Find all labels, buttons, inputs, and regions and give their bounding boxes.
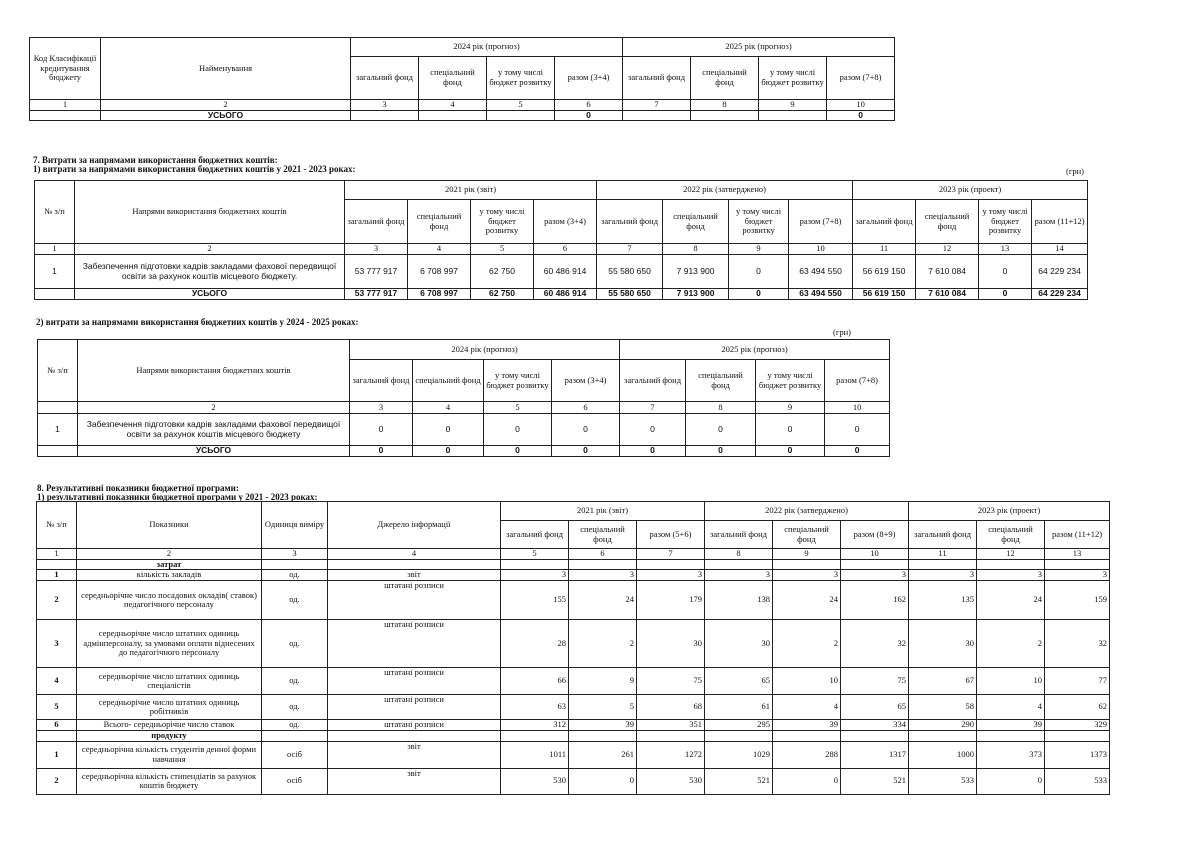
col-special-fund: спеціальний фонд [663, 200, 729, 244]
cell-value: 24 [773, 581, 841, 620]
header-2024: 2024 рік (прогноз) [351, 38, 623, 57]
header-2023: 2023 рік (проект) [909, 502, 1110, 521]
unit-label: (грн) [1066, 166, 1084, 176]
cell-value: 0 [484, 414, 552, 446]
row-source: звіт [328, 741, 501, 768]
cell-value: 533 [909, 768, 977, 794]
header-2022: 2022 рік (затверджено) [597, 181, 853, 200]
cell-value: 0 [773, 768, 841, 794]
total-value: 7 913 900 [663, 289, 729, 300]
col-number: 9 [729, 244, 789, 255]
cell-value: 1373 [1045, 741, 1110, 768]
cell-value: 0 [825, 414, 890, 446]
col-number: 2 [101, 100, 351, 111]
number-row [30, 100, 895, 111]
cell-value: 30 [637, 620, 705, 668]
row-direction: Забезпечення підготовки кадрів закладами фахової передвищої освіти за рахунок коштів місцевого бюджету [78, 414, 350, 446]
total-value: 53 777 917 [345, 289, 408, 300]
group-row [37, 559, 1110, 570]
total-value: 63 494 550 [789, 289, 853, 300]
col-number: 6 [534, 244, 597, 255]
total-value: 0 [825, 446, 890, 457]
cell-value: 159 [1045, 581, 1110, 620]
cell-value: 0 [569, 768, 637, 794]
cell-value: 0 [686, 414, 756, 446]
col-number: 13 [979, 244, 1032, 255]
section8-subtitle-1: 1) результативні показники бюджетної програми у 2021 - 2023 роках: [37, 492, 318, 502]
cell-value: 5 [569, 695, 637, 720]
cell-value: 530 [637, 768, 705, 794]
header-number: № з/п [37, 502, 77, 549]
cell-value: 3 [909, 570, 977, 581]
col-number: 3 [351, 100, 419, 111]
cell-value: 30 [705, 620, 773, 668]
cell-value: 1011 [501, 741, 569, 768]
cell-value: 0 [729, 255, 789, 289]
col-dev-budget: у тому числі бюджет розвитку [471, 200, 534, 244]
cell-value: 0 [756, 414, 825, 446]
col-dev-budget: у тому числі бюджет розвитку [484, 360, 552, 402]
table-row [37, 570, 1110, 581]
cell-value: 533 [1045, 768, 1110, 794]
col-sum: разом (7+8) [827, 57, 895, 100]
col-number: 5 [501, 549, 569, 560]
cell-value: 4 [773, 695, 841, 720]
credit-classification-table [29, 37, 895, 121]
header-direction: Напрями використання бюджетних коштів [78, 340, 350, 402]
col-general-fund: загальний фонд [909, 521, 977, 549]
cell-value: 179 [637, 581, 705, 620]
col-number: 9 [759, 100, 827, 111]
cell-value: 288 [773, 741, 841, 768]
col-dev-budget: у тому числі бюджет розвитку [756, 360, 825, 402]
number-row [35, 244, 1088, 255]
row-number: 5 [37, 695, 77, 720]
row-number: 4 [37, 668, 77, 695]
col-general-fund: загальний фонд [620, 360, 686, 402]
cell-value: 56 619 150 [853, 255, 916, 289]
header-unit: Одиниця виміру [262, 502, 328, 549]
col-special-fund: спеціальний фонд [691, 57, 759, 100]
row-number: 6 [37, 720, 77, 731]
row-indicator: кількість закладів [77, 570, 262, 581]
cell-value: 68 [637, 695, 705, 720]
cell-value: 39 [773, 720, 841, 731]
cell-value: 75 [841, 668, 909, 695]
cell-value: 3 [773, 570, 841, 581]
col-number: 10 [789, 244, 853, 255]
cell-value: 0 [350, 414, 413, 446]
col-special-fund: спеціальний фонд [686, 360, 756, 402]
col-number: 6 [552, 402, 620, 414]
col-number: 2 [75, 244, 345, 255]
row-unit: осіб [262, 768, 328, 794]
cell-value: 60 486 914 [534, 255, 597, 289]
total-value: 56 619 150 [853, 289, 916, 300]
col-special-fund: спеціальний фонд [773, 521, 841, 549]
total-value: 7 610 084 [916, 289, 979, 300]
col-special-fund: спеціальний фонд [977, 521, 1045, 549]
col-number: 5 [484, 402, 552, 414]
expenses-2024-2025-table [37, 339, 890, 457]
section7-title: 7. Витрати за напрямами використання бюджетних коштів: [33, 155, 278, 165]
col-number: 2 [78, 402, 350, 414]
col-general-fund: загальний фонд [597, 200, 663, 244]
cell-value: 312 [501, 720, 569, 731]
total-label: УСЬОГО [101, 110, 351, 121]
section7-subtitle-1: 1) витрати за напрямами використання бюджетних коштів у 2021 - 2023 роках: [33, 164, 356, 174]
col-sum: разом (3+4) [552, 360, 620, 402]
total-label: УСЬОГО [78, 446, 350, 457]
cell-value: 3 [569, 570, 637, 581]
col-general-fund: загальний фонд [350, 360, 413, 402]
cell-value: 67 [909, 668, 977, 695]
cell-value: 75 [637, 668, 705, 695]
cell-value: 0 [413, 414, 484, 446]
total-value: 0 [827, 110, 895, 121]
col-number: 9 [773, 549, 841, 560]
table-row [37, 668, 1110, 695]
cell-value: 0 [977, 768, 1045, 794]
col-number: 12 [916, 244, 979, 255]
col-number: 3 [262, 549, 328, 560]
cell-value: 373 [977, 741, 1045, 768]
col-sum: разом (11+12) [1045, 521, 1110, 549]
total-value: 6 708 997 [408, 289, 471, 300]
cell-value: 7 610 084 [916, 255, 979, 289]
total-value: 64 229 234 [1032, 289, 1088, 300]
cell-value: 9 [569, 668, 637, 695]
cell-value: 138 [705, 581, 773, 620]
cell-value: 77 [1045, 668, 1110, 695]
col-number: 11 [909, 549, 977, 560]
row-number: 1 [35, 255, 75, 289]
performance-indicators-table [36, 501, 1110, 795]
col-number: 4 [413, 402, 484, 414]
section8-title: 8. Результативні показники бюджетної програми: [37, 483, 239, 493]
col-number: 5 [487, 100, 555, 111]
col-number: 12 [977, 549, 1045, 560]
cell-value: 39 [977, 720, 1045, 731]
row-number: 2 [37, 581, 77, 620]
row-direction: Забезпечення підготовки кадрів закладами фахової передвищої освіти за рахунок коштів місцевого бюджету. [75, 255, 345, 289]
row-indicator: середньорічна кількість студентів денної форми навчання [77, 741, 262, 768]
row-source: штатані розписи [328, 581, 501, 620]
cell-value: 61 [705, 695, 773, 720]
cell-value: 334 [841, 720, 909, 731]
total-value: 0 [413, 446, 484, 457]
cell-value: 55 580 650 [597, 255, 663, 289]
col-number: 4 [419, 100, 487, 111]
total-value: 55 580 650 [597, 289, 663, 300]
cell-value: 155 [501, 581, 569, 620]
cell-value: 1000 [909, 741, 977, 768]
row-number: 1 [37, 741, 77, 768]
col-special-fund: спеціальний фонд [569, 521, 637, 549]
row-source: штатані розписи [328, 720, 501, 731]
cell-value: 2 [773, 620, 841, 668]
number-row [37, 549, 1110, 560]
header-code: Код Класифікації кредитування бюджету [30, 38, 101, 100]
row-indicator: середньорічне число штатних одиниць спеціалістів [77, 668, 262, 695]
col-sum: разом (3+4) [555, 57, 623, 100]
col-number: 2 [77, 549, 262, 560]
col-number: 10 [841, 549, 909, 560]
cell-value: 30 [909, 620, 977, 668]
row-number: 3 [37, 620, 77, 668]
cell-value: 295 [705, 720, 773, 731]
cell-value: 63 [501, 695, 569, 720]
expenses-2021-2023-table [34, 180, 1088, 300]
cell-value: 521 [705, 768, 773, 794]
row-unit: од. [262, 668, 328, 695]
cell-value: 2 [569, 620, 637, 668]
col-sum: разом (3+4) [534, 200, 597, 244]
col-sum: разом (11+12) [1032, 200, 1088, 244]
col-dev-budget: у тому числі бюджет розвитку [487, 57, 555, 100]
col-number: 7 [597, 244, 663, 255]
cell-value: 64 229 234 [1032, 255, 1088, 289]
group-label: продукту [77, 731, 262, 742]
cell-value: 4 [977, 695, 1045, 720]
total-value: 0 [350, 446, 413, 457]
total-value: 0 [686, 446, 756, 457]
row-unit: од. [262, 620, 328, 668]
cell-value: 0 [979, 255, 1032, 289]
number-row [38, 402, 890, 414]
col-number: 9 [756, 402, 825, 414]
col-number: 10 [825, 402, 890, 414]
table-row [37, 695, 1110, 720]
cell-value: 530 [501, 768, 569, 794]
col-number: 1 [30, 100, 101, 111]
cell-value: 261 [569, 741, 637, 768]
cell-value: 10 [773, 668, 841, 695]
section7-subtitle-2: 2) витрати за напрямами використання бюджетних коштів у 2024 - 2025 роках: [36, 317, 359, 327]
group-label: затрат [77, 559, 262, 570]
cell-value: 6 708 997 [408, 255, 471, 289]
cell-value: 39 [569, 720, 637, 731]
cell-value: 135 [909, 581, 977, 620]
cell-value: 24 [569, 581, 637, 620]
cell-value: 58 [909, 695, 977, 720]
header-2025: 2025 рік (прогноз) [620, 340, 890, 360]
col-special-fund: спеціальний фонд [419, 57, 487, 100]
col-general-fund: загальний фонд [345, 200, 408, 244]
row-indicator: Всього- середньорічне число ставок [77, 720, 262, 731]
unit-label: (грн) [833, 327, 851, 337]
total-value: 0 [552, 446, 620, 457]
cell-value: 32 [1045, 620, 1110, 668]
header-name: Найменування [101, 38, 351, 100]
total-value: 0 [555, 110, 623, 121]
cell-value: 3 [1045, 570, 1110, 581]
header-2021: 2021 рік (звіт) [501, 502, 705, 521]
cell-value: 1029 [705, 741, 773, 768]
row-source: штатані розписи [328, 668, 501, 695]
row-unit: од. [262, 695, 328, 720]
table-row [37, 620, 1110, 668]
header-indicators: Показники [77, 502, 262, 549]
total-value: 62 750 [471, 289, 534, 300]
col-dev-budget: у тому числі бюджет розвитку [759, 57, 827, 100]
row-unit: од. [262, 581, 328, 620]
row-unit: од. [262, 570, 328, 581]
cell-value: 3 [501, 570, 569, 581]
cell-value: 3 [705, 570, 773, 581]
row-source: штатані розписи [328, 620, 501, 668]
table-row [37, 581, 1110, 620]
col-number: 7 [637, 549, 705, 560]
cell-value: 290 [909, 720, 977, 731]
header-2023: 2023 рік (проект) [853, 181, 1088, 200]
row-source: штатані розписи [328, 695, 501, 720]
col-number: 7 [623, 100, 691, 111]
col-number: 7 [620, 402, 686, 414]
table-row [35, 255, 1088, 289]
cell-value: 3 [977, 570, 1045, 581]
cell-value: 1272 [637, 741, 705, 768]
total-value: 0 [729, 289, 789, 300]
header-number: № з/п [35, 181, 75, 244]
col-special-fund: спеціальний фонд [413, 360, 484, 402]
total-value: 0 [484, 446, 552, 457]
col-number: 8 [686, 402, 756, 414]
total-row [30, 110, 895, 121]
total-value: 60 486 914 [534, 289, 597, 300]
col-dev-budget: у тому числі бюджет розвитку [729, 200, 789, 244]
col-number: 1 [37, 549, 77, 560]
cell-value: 1317 [841, 741, 909, 768]
table-row [37, 741, 1110, 768]
col-general-fund: загальний фонд [853, 200, 916, 244]
col-special-fund: спеціальний фонд [408, 200, 471, 244]
header-2025: 2025 рік (прогноз) [623, 38, 895, 57]
cell-value: 62 [1045, 695, 1110, 720]
row-indicator: середньорічне число штатних одиниць адмінперсоналу, за умовами оплати віднесених до педагогічного персоналу [77, 620, 262, 668]
col-number: 13 [1045, 549, 1110, 560]
table-row [38, 414, 890, 446]
cell-value: 24 [977, 581, 1045, 620]
col-special-fund: спеціальний фонд [916, 200, 979, 244]
cell-value: 329 [1045, 720, 1110, 731]
cell-value: 10 [977, 668, 1045, 695]
header-2022: 2022 рік (затверджено) [705, 502, 909, 521]
col-number: 4 [328, 549, 501, 560]
col-general-fund: загальний фонд [351, 57, 419, 100]
col-number: 4 [408, 244, 471, 255]
cell-value: 65 [841, 695, 909, 720]
cell-value: 3 [637, 570, 705, 581]
col-sum: разом (8+9) [841, 521, 909, 549]
col-number: 3 [350, 402, 413, 414]
col-number: 14 [1032, 244, 1088, 255]
row-number: 2 [37, 768, 77, 794]
col-number: 8 [663, 244, 729, 255]
col-number: 6 [555, 100, 623, 111]
col-number: 5 [471, 244, 534, 255]
table-row [37, 768, 1110, 794]
row-number: 1 [37, 570, 77, 581]
row-source: звіт [328, 768, 501, 794]
cell-value: 32 [841, 620, 909, 668]
col-number: 3 [345, 244, 408, 255]
cell-value: 62 750 [471, 255, 534, 289]
cell-value: 2 [977, 620, 1045, 668]
total-row [35, 289, 1088, 300]
cell-value: 3 [841, 570, 909, 581]
header-direction: Напрями використання бюджетних коштів [75, 181, 345, 244]
header-2021: 2021 рік (звіт) [345, 181, 597, 200]
row-indicator: середньорічне число штатних одиниць робітників [77, 695, 262, 720]
col-general-fund: загальний фонд [623, 57, 691, 100]
row-unit: осіб [262, 741, 328, 768]
total-value: 0 [756, 446, 825, 457]
col-general-fund: загальний фонд [501, 521, 569, 549]
cell-value: 7 913 900 [663, 255, 729, 289]
row-indicator: середньорічна кількість стипендіатів за рахунок коштів бюджету [77, 768, 262, 794]
col-number: 6 [569, 549, 637, 560]
col-general-fund: загальний фонд [705, 521, 773, 549]
cell-value: 162 [841, 581, 909, 620]
cell-value: 0 [552, 414, 620, 446]
total-row [38, 446, 890, 457]
cell-value: 65 [705, 668, 773, 695]
row-source: звіт [328, 570, 501, 581]
table-row [37, 720, 1110, 731]
cell-value: 521 [841, 768, 909, 794]
header-source: Джерело інформації [328, 502, 501, 549]
cell-value: 53 777 917 [345, 255, 408, 289]
row-number: 1 [38, 414, 78, 446]
header-number: № з/п [38, 340, 78, 402]
cell-value: 28 [501, 620, 569, 668]
col-sum: разом (7+8) [825, 360, 890, 402]
total-label: УСЬОГО [75, 289, 345, 300]
col-sum: разом (7+8) [789, 200, 853, 244]
col-number: 8 [705, 549, 773, 560]
col-number: 11 [853, 244, 916, 255]
col-number: 1 [35, 244, 75, 255]
group-row [37, 731, 1110, 742]
total-value: 0 [620, 446, 686, 457]
cell-value: 0 [620, 414, 686, 446]
col-sum: разом (5+6) [637, 521, 705, 549]
header-2024: 2024 рік (прогноз) [350, 340, 620, 360]
col-dev-budget: у тому числі бюджет розвитку [979, 200, 1032, 244]
row-indicator: середньорічне число посадових окладів( ставок) педагогічного персоналу [77, 581, 262, 620]
cell-value: 351 [637, 720, 705, 731]
cell-value: 63 494 550 [789, 255, 853, 289]
col-number: 8 [691, 100, 759, 111]
row-unit: од. [262, 720, 328, 731]
col-number: 10 [827, 100, 895, 111]
total-value: 0 [979, 289, 1032, 300]
cell-value: 66 [501, 668, 569, 695]
